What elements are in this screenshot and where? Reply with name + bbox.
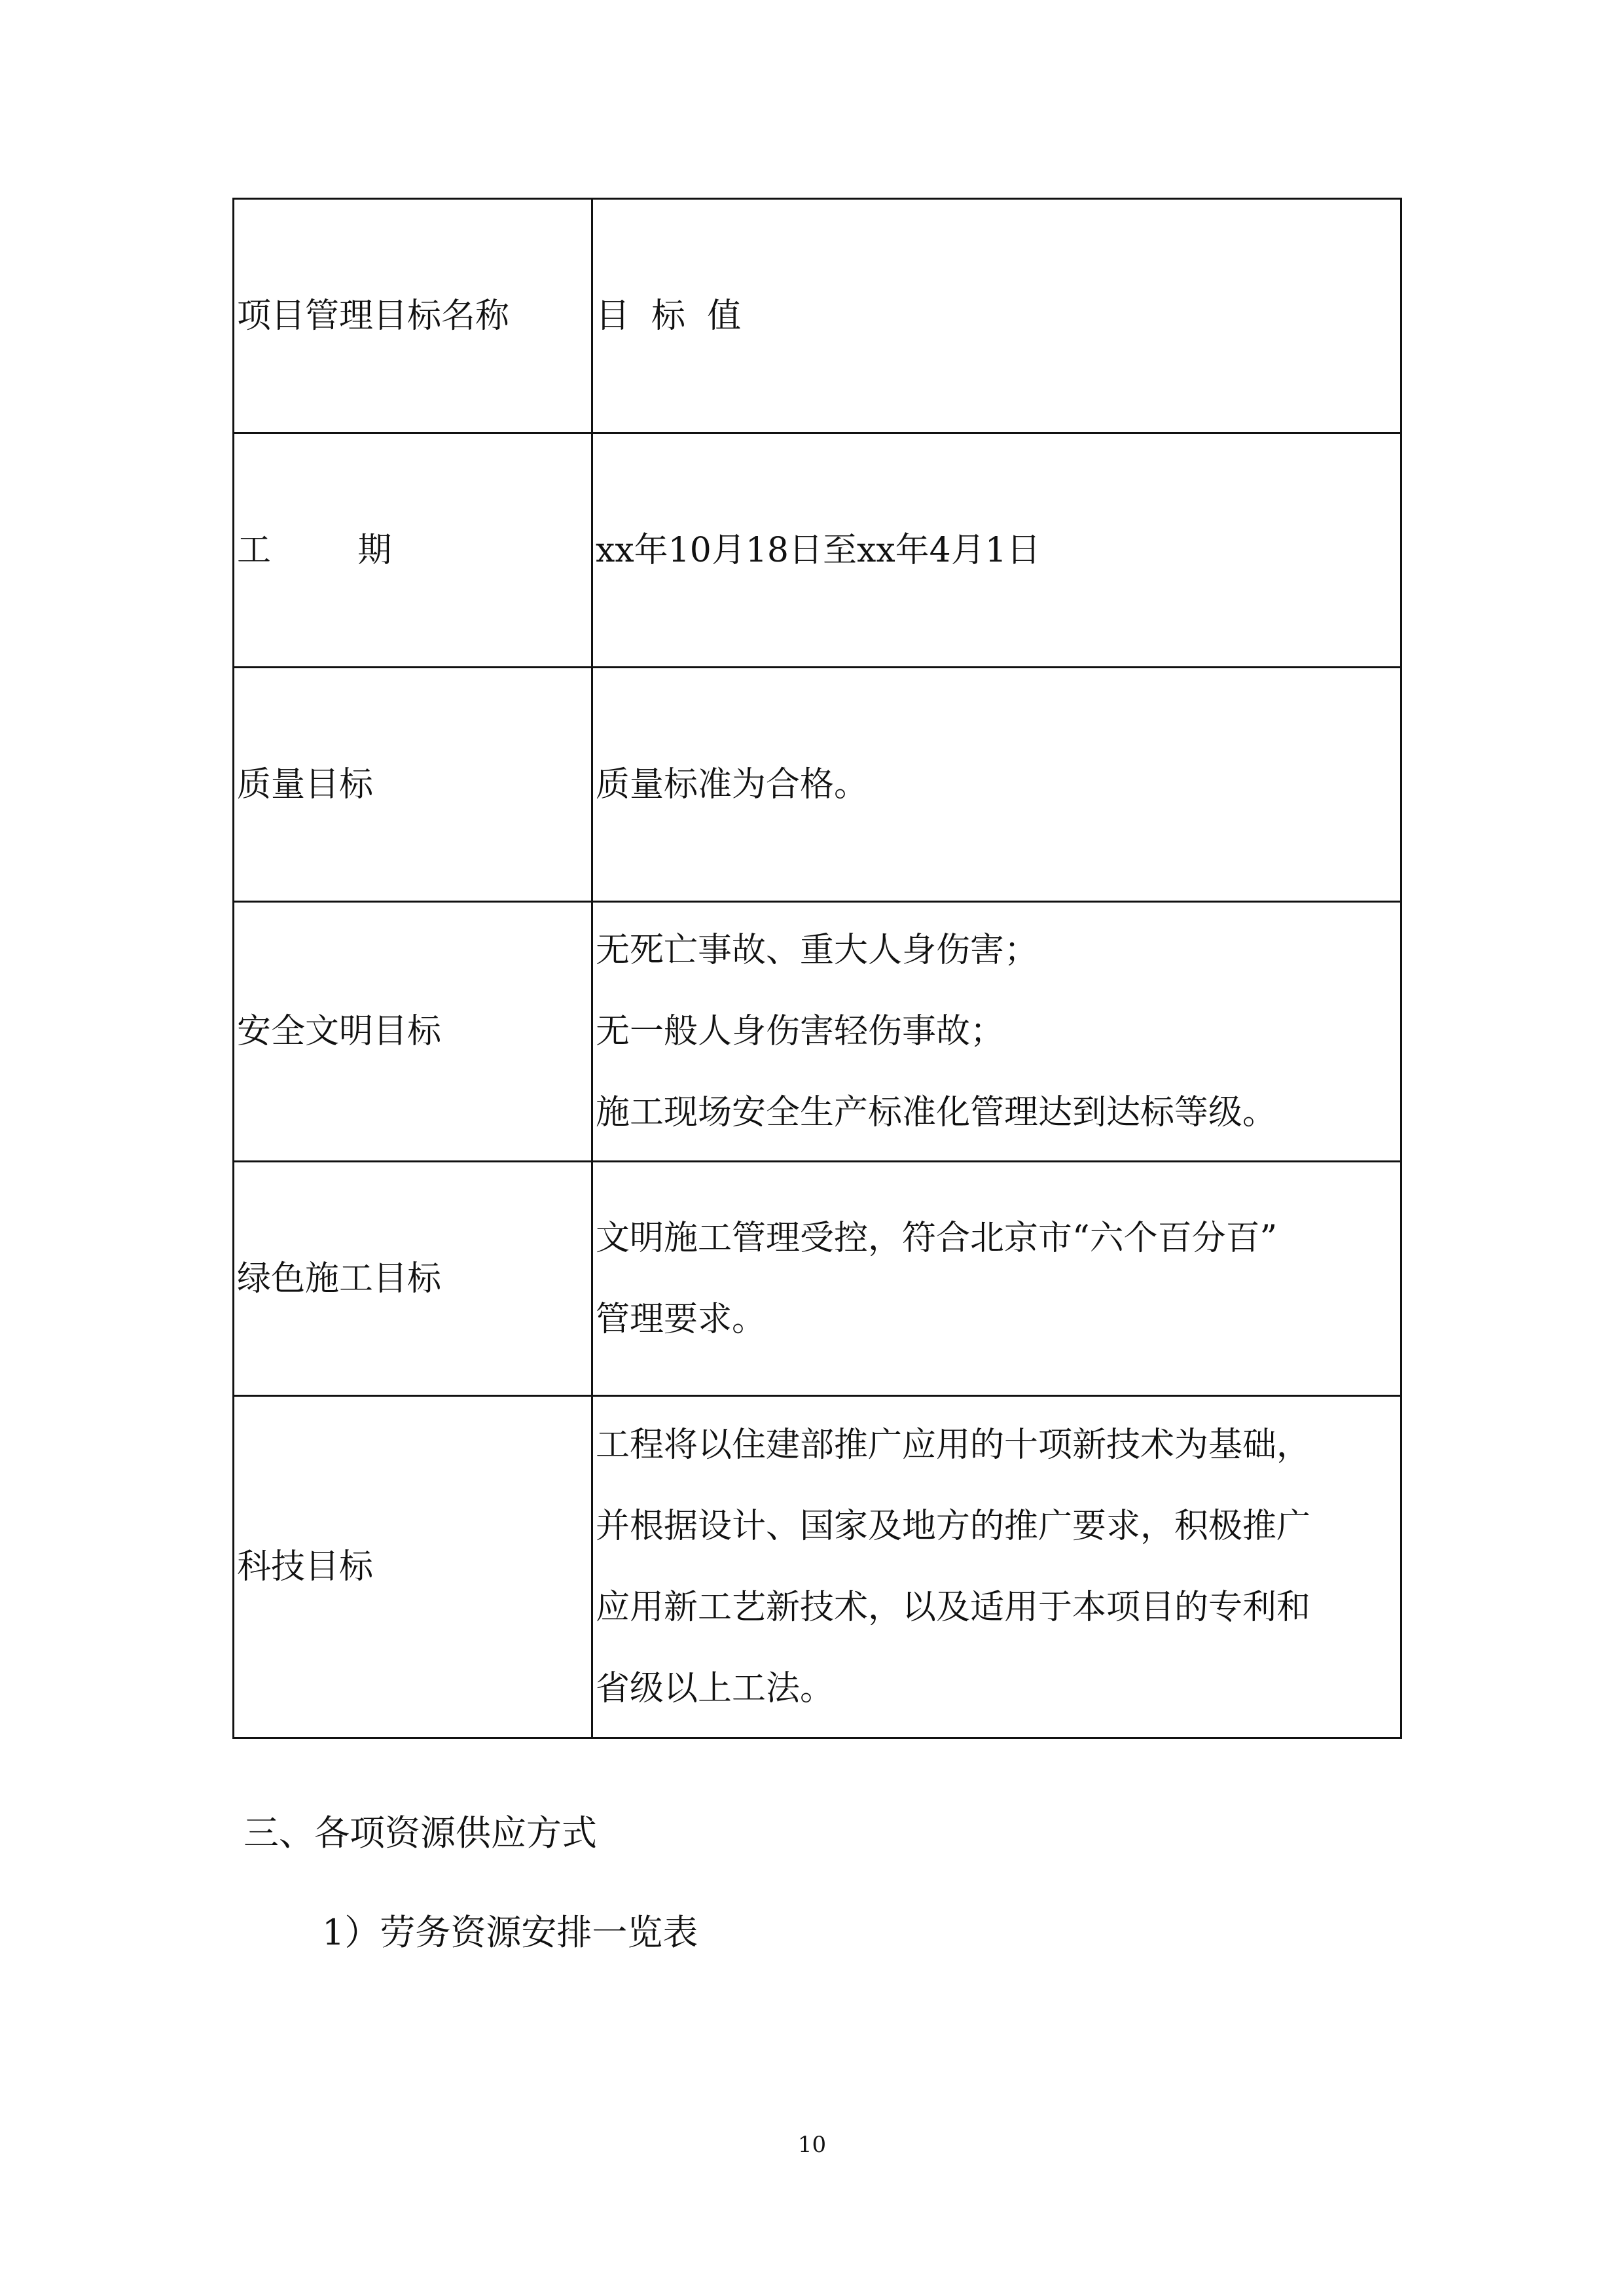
goal-value-line: 质量标准为合格。 bbox=[596, 764, 869, 804]
goal-value-line: 并根据设计、国家及地方的推广要求，积极推广 bbox=[596, 1507, 1311, 1546]
goal-name: 科技目标 bbox=[237, 1547, 374, 1587]
goal-value-line: xx年10月18日至xx年4月1日 bbox=[596, 530, 1041, 570]
goal-name-cell bbox=[234, 668, 592, 902]
project-goals-table bbox=[232, 198, 1402, 1739]
section-heading: 三、各项资源供应方式 bbox=[244, 1812, 597, 1854]
goal-name-cell bbox=[234, 199, 592, 433]
goal-value-line: 施工现场安全生产标准化管理达到达标等级。 bbox=[596, 1093, 1277, 1132]
goal-value-cell bbox=[592, 433, 1401, 668]
table-row bbox=[234, 1162, 1401, 1396]
goal-value-cell bbox=[592, 199, 1401, 433]
goal-value-cell bbox=[592, 1162, 1401, 1396]
goal-value-line: 省级以上工法。 bbox=[596, 1669, 835, 1708]
goal-value-cell bbox=[592, 902, 1401, 1162]
goal-value-cell bbox=[592, 668, 1401, 902]
goal-value-line: 目 标 值 bbox=[596, 296, 742, 336]
sub-heading: 1）劳务资源安排一览表 bbox=[322, 1912, 698, 1953]
goal-value-line: 无一般人身伤害轻伤事故； bbox=[596, 1012, 1005, 1051]
goal-name-cell bbox=[234, 433, 592, 668]
goal-name-cell bbox=[234, 1396, 592, 1738]
goal-name: 安全文明目标 bbox=[237, 1012, 442, 1051]
goal-name: 工 期 bbox=[237, 530, 392, 570]
goal-value-cell bbox=[592, 1396, 1401, 1738]
goal-value-line: 工程将以住建部推广应用的十项新技术为基础， bbox=[596, 1426, 1311, 1465]
goal-value-line: 应用新工艺新技术，以及适用于本项目的专利和 bbox=[596, 1588, 1311, 1627]
goal-name-cell bbox=[234, 902, 592, 1162]
table-row bbox=[234, 1396, 1401, 1738]
table-row bbox=[234, 199, 1401, 433]
goal-value-line: 文明施工管理受控，符合北京市“六个百分百” bbox=[596, 1218, 1278, 1258]
table-row bbox=[234, 902, 1401, 1162]
table-row bbox=[234, 433, 1401, 668]
page-number: 10 bbox=[797, 2132, 827, 2158]
goal-value-line: 管理要求。 bbox=[596, 1299, 767, 1339]
goal-name-cell bbox=[234, 1162, 592, 1396]
goal-name: 项目管理目标名称 bbox=[237, 296, 510, 336]
table-row bbox=[234, 668, 1401, 902]
goal-value-line: 无死亡事故、重大人身伤害； bbox=[596, 931, 1039, 970]
goal-name: 质量目标 bbox=[237, 764, 374, 804]
goal-name: 绿色施工目标 bbox=[237, 1259, 442, 1299]
